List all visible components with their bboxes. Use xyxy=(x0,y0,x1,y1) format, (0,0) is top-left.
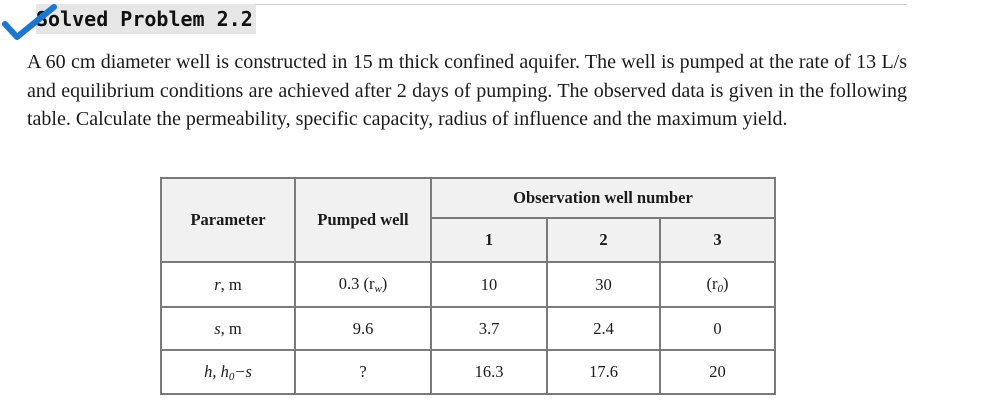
checkmark-icon xyxy=(2,4,58,42)
pumped-cell: ? xyxy=(295,350,431,394)
header-obs-well-1: 1 xyxy=(431,218,547,262)
table-row xyxy=(161,307,775,350)
header-parameter: Parameter xyxy=(161,178,295,262)
header-observation-well-number: Observation well number xyxy=(431,178,775,218)
obs-cell: 17.6 xyxy=(547,350,660,394)
obs-cell: 16.3 xyxy=(431,350,547,394)
problem-header xyxy=(0,0,910,40)
pumped-cell: 0.3 $(r_w)$ xyxy=(295,262,431,307)
obs-cell: 30 xyxy=(547,262,660,307)
obs-cell: 10 xyxy=(431,262,547,307)
obs-cell: 2.4 xyxy=(547,307,660,350)
observation-data-table xyxy=(160,177,776,395)
header-obs-well-2: 2 xyxy=(547,218,660,262)
obs-cell: 0 xyxy=(660,307,775,350)
table-row xyxy=(161,262,775,307)
param-cell: s, m xyxy=(161,307,295,350)
param-cell: h, $h_0-s$ xyxy=(161,350,295,394)
param-cell: r, m xyxy=(161,262,295,307)
problem-statement: A 60 cm diameter well is constructed in 15 m thick confined aquifer. The well is pumped at the rate of 13 L/s and equilibrium conditions are achieved after 2 days of pumping. The observed data is given in the following table. Calculate the permeability, specific capacity, radius of influence and the maximum yield. xyxy=(27,51,907,130)
obs-cell: 3.7 xyxy=(431,307,547,350)
header-divider xyxy=(255,4,907,5)
problem-title: Solved Problem 2.2 xyxy=(36,7,253,31)
header-pumped-well: Pumped well xyxy=(295,178,431,262)
header-obs-well-3: 3 xyxy=(660,218,775,262)
obs-cell: 20 xyxy=(660,350,775,394)
pumped-cell: 9.6 xyxy=(295,307,431,350)
obs-cell: $(r_0)$ xyxy=(660,262,775,307)
table-row xyxy=(161,350,775,394)
